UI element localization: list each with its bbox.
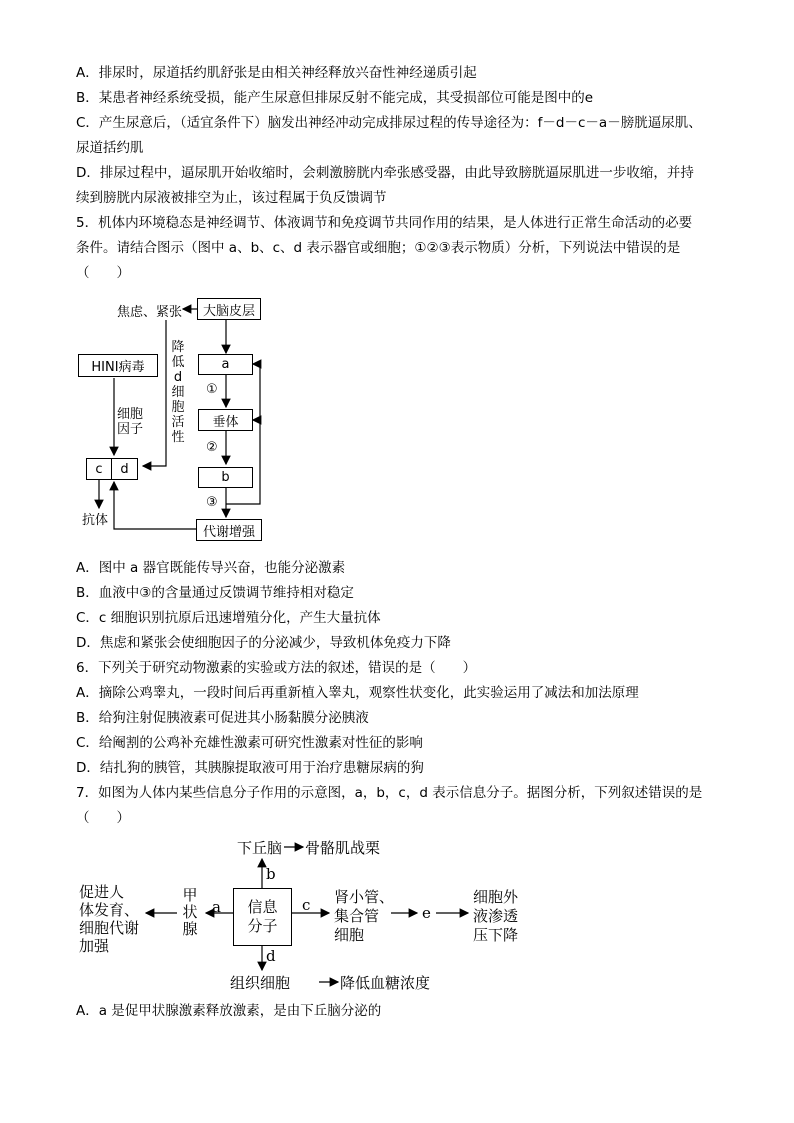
q6-option-a: A．摘除公鸡睾丸，一段时间后再重新植入睾丸，观察性状变化，此实验运用了减法和加法原理: [76, 685, 639, 701]
q6-option-d: D．结扎狗的胰管，其胰腺提取液可用于治疗患糖尿病的狗: [76, 760, 424, 776]
q5-option-c: C．c 细胞识别抗原后迅速增殖分化，产生大量抗体: [76, 610, 381, 626]
q5-option-d: D．焦虑和紧张会使细胞因子的分泌减少，导致机体免疫力下降: [76, 635, 451, 651]
question-6-stem: 6．下列关于研究动物激素的实验或方法的叙述，错误的是（ ）: [76, 660, 477, 676]
cell-d-box: d: [111, 458, 138, 480]
promote-line-3: 细胞代谢: [79, 919, 140, 937]
option-d-text: D．排尿过程中，逼尿肌开始收缩时，会刺激膀胱内牵张感受器，由此导致膀胱逼尿肌进一步收缩，并持: [76, 165, 694, 181]
osmotic-line-1: 细胞外: [473, 888, 519, 906]
antibody-label: 抗体: [82, 513, 109, 528]
tissue-cell-label: 组织细胞: [230, 974, 291, 992]
lower-glucose-label: 降低血糖浓度: [340, 974, 431, 992]
substance-3-label: ③: [206, 495, 218, 510]
question-5-bracket: （ ）: [76, 265, 130, 281]
kidney-line-1: 肾小管、: [334, 888, 395, 906]
q5-option-b: B．血液中③的含量通过反馈调节维持相对稳定: [76, 585, 354, 601]
cortex-box: 大脑皮层: [197, 298, 261, 320]
osmotic-line-3: 压下降: [473, 926, 519, 944]
option-d-text-cont: 续到膀胱内尿液被排空为止，该过程属于负反馈调节: [76, 190, 387, 206]
thyroid-label: 甲状腺: [182, 886, 198, 938]
option-a-text: A．排尿时，尿道括约肌舒张是由相关神经释放兴奋性神经递质引起: [76, 65, 477, 81]
signal-c-label: c: [302, 896, 311, 914]
signal-a-label: a: [212, 898, 221, 916]
signal-b-label: b: [266, 865, 276, 883]
q6-option-b: B．给狗注射促胰液素可促进其小肠黏膜分泌胰液: [76, 710, 369, 726]
q7-option-a: A．a 是促甲状腺激素释放激素，是由下丘脑分泌的: [76, 1003, 382, 1019]
substance-1-label: ①: [206, 382, 218, 397]
promote-line-1: 促进人: [79, 883, 125, 901]
shiver-label: 骨骼肌战栗: [305, 839, 381, 857]
anxiety-label: 焦虑、紧张: [117, 305, 183, 320]
promote-line-2: 体发育、: [79, 901, 140, 919]
hypothalamus-label: 下丘脑: [237, 839, 283, 857]
option-c-text: C．产生尿意后，（适宜条件下）脑发出神经冲动完成排尿过程的传导途径为：f－d－c－a－膀胱逼尿肌、: [76, 115, 702, 131]
info-line-2: 分子: [247, 917, 278, 935]
organ-b-box: b: [198, 467, 253, 488]
pituitary-box: 垂体: [198, 409, 253, 431]
question-5-stem: 5．机体内环境稳态是神经调节、体液调节和免疫调节共同作用的结果，是人体进行正常生命活动的必要: [76, 215, 693, 231]
virus-box: HINI病毒: [78, 354, 158, 377]
substance-2-label: ②: [206, 440, 218, 455]
question-7-stem: 7．如图为人体内某些信息分子作用的示意图，a，b，c，d 表示信息分子。据图分析，下列叙述错误的是: [76, 785, 703, 801]
kidney-line-2: 集合管: [334, 907, 380, 925]
q6-option-c: C．给阉割的公鸡补充雄性激素可研究性激素对性征的影响: [76, 735, 423, 751]
q5-option-a: A．图中 a 器官既能传导兴奋，也能分泌激素: [76, 560, 346, 576]
question-7-bracket: （ ）: [76, 810, 130, 826]
cytokine-label: 细胞因子: [116, 407, 143, 437]
signal-e-label: e: [422, 904, 431, 922]
info-line-1: 信息: [247, 898, 278, 916]
reduce-d-activity-label: 降低d细胞活性: [171, 340, 185, 445]
signal-d-label: d: [266, 947, 276, 965]
promote-line-4: 加强: [79, 937, 110, 955]
osmotic-line-2: 液渗透: [473, 907, 519, 925]
metabolism-box: 代谢增强: [196, 519, 262, 541]
cell-c-box: c: [86, 458, 112, 480]
option-c-text-cont: 尿道括约肌: [76, 140, 144, 156]
info-molecule-box: [233, 888, 292, 946]
question-5-stem-cont: 条件。请结合图示（图中 a、b、c、d 表示器官或细胞；①②③表示物质）分析，下列说法中错误的是: [76, 240, 681, 256]
option-b-text: B．某患者神经系统受损，能产生尿意但排尿反射不能完成，其受损部位可能是图中的e: [76, 90, 594, 106]
organ-a-box: a: [198, 354, 253, 375]
kidney-line-3: 细胞: [334, 926, 365, 944]
